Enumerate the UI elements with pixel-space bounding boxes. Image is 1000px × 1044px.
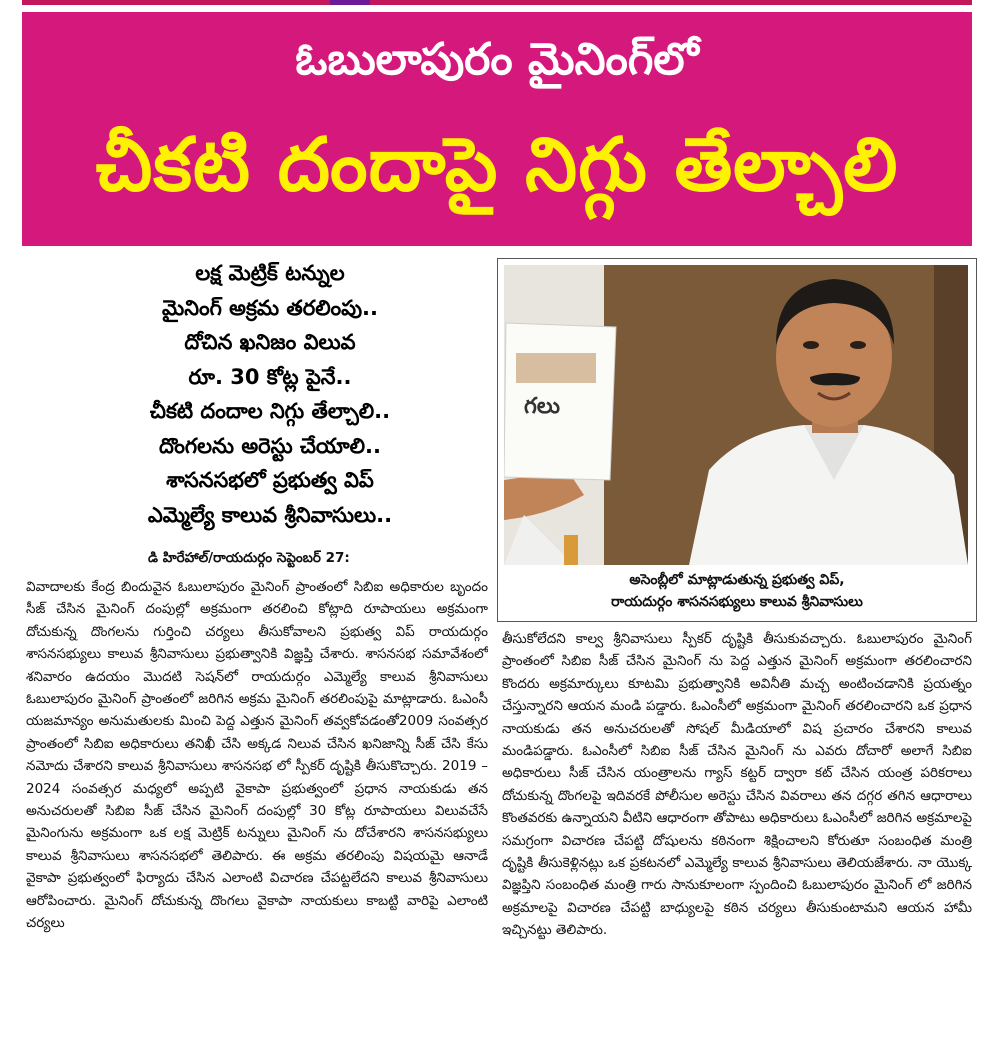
highlight-line: చీకటి దందాల నిగ్గు తేల్చాలి.. [149,399,391,423]
dateline: డి హిరేహాల్/రాయదుర్గం సెప్టెంబర్ 27: [148,550,350,566]
bracelet [564,535,578,565]
paper-text: గలు [524,394,561,419]
right-eye [850,341,866,349]
caption-line: అసెంబ్లీలో మాట్లాడుతున్న ప్రభుత్వ విప్, [629,572,845,588]
article-right-column: తీసుకోలేదని కాల్వ శ్రీనివాసులు స్పీకర్ దృష్టికి తీసుకువచ్చారు. ఓబులాపురం మైనింగ్ ప్రాంతంలో సిబిఐ సీజ్ చేసిన మైనింగ్ ను పెద్ద ఎత్తున మైనింగ్ అక్రమంగా తరలించారని కొందరు అక్రమార్కులు కూటమి ప్రభుత్వానికి అవినీతి మచ్చ అంటించడానికి ప్రయత్నం చేస్తున్నారని ఆయన మండి పడ్డారు. ఓఎంసీలో అక్రమంగా మైనింగ్ తరలించారని ఒక ప్రధాన నాయకుడు తన అనుచరులతో సోషల్ మీడియాలో విష ప్రచారం చేశారని కాలువ మండిపడ్డారు. ఓఎంసీలో సిబిఐ సీజ్ చేసిన మైనింగ్ ను ఎవరు దోచారో అలాగే సిబిఐ అధికారులు సీజ్ చేసిన యంత్రాలను గ్యాస్ కట్టర్ ద్వారా కట్ చేసిన యంత్ర పరికరాలు దోచుకున్న దొంగలపై ఇదివరకే పోలీసుల అరెస్టు చేసిన వివరాలు తన దగ్గర తగిన ఆధారాలు కొంతవరకు ఉన్నాయని వీటిని ఆధారంగా తోపాటు అధికారులు ఓఎంసీలో జరిగిన అక్రమాలపై సమగ్రంగా విచారణ చేపట్టి దోషులను కఠినంగా శిక్షించాలని కోరుతూ సంబంధిత మంత్రి దృష్టికి తీసుకెళ్లినట్లు ఒక ప్రకటనలో ఎమ్మెల్యే కాలువ శ్రీనివాసులు తెలియజేశారు. నా యొక్క విజ్ఞప్తిని సంబంధిత మంత్రి గారు సానుకూలంగా స్పందించి ఓబులాపురం మైనింగ్ లో జరిగిన అక్రమాలపై విచారణ చేపట్టి బాధ్యులపై కఠిన చర్యలు తీసుకుంటామని ఆయన హామీ ఇచ్చినట్టు తెలిపారు. [502,631,972,939]
speaker-photo [504,265,968,565]
left-eye [803,341,819,349]
highlight-line: మైనింగ్ అక్రమ తరలింపు.. [161,295,379,320]
photo-caption [504,569,970,613]
photo-frame [497,258,977,622]
paper-photo [516,353,596,383]
highlight-line: రూ. 30 కోట్ల పైనే.. [188,364,352,389]
highlight-line: దొంగలను అరెస్టు చేయాలి.. [158,433,381,458]
article-left-column: వివాదాలకు కేంద్ర బిందువైన ఓబులాపురం మైనింగ్ ప్రాంతంలో సిబిఐ అధికారుల బృందం సీజ్ చేసిన మైనింగ్ దంపుల్లో అక్రమంగా తరలించి కోట్లాది రూపాయలు అక్రమంగా దోచుకున్న దొంగలను గుర్తించి చర్యలు తీసుకోవాలని ప్రభుత్వ విప్ రాయదుర్గం శాసనసభ్యులు కాలువ శ్రీనివాసులు ప్రభుత్వానికి విజ్ఞప్తి చేశారు. శాసనసభ సమావేశంలో శనివారం ఉదయం మొదటి సెషన్‌లో రాయదుర్గం ఎమ్మెల్యే కాలువ శ్రీనివాసులు ఓబులాపురం మైనింగ్ ప్రాంతంలో జరిగిన అక్రమ మైనింగ్ తరలింపుపై మాట్లాడారు. ఓఎంసీ యజమాన్యం అనుమతులకు మించి పెద్ద ఎత్తున మైనింగ్ తవ్వకోవడంతో2009 సంవత్సర ప్రాంతంలో సిబిఐ అధికారులు తనిఖీ చేసి అక్కడ నిలువ చేసిన ఖనిజాన్ని సీజ్ చేసి కేసు నమోదు చేశారని కాలువ శ్రీనివాసులు శాసనసభ లో స్పీకర్ దృష్టికి తీసుకొచ్చారు. 2019 –2024 సంవత్సర మధ్యలో అప్పటి వైకాపా ప్రభుత్వంలో ప్రధాన నాయకుడు తన అనుచరులతో సిబిఐ సీజ్ చేసిన మైనింగ్ దంపుల్లో 30 కోట్ల రూపాయలు విలువచేసే మైనింగును అక్రమంగా ఒక లక్ష మెట్రిక్ టన్నులు మైనింగ్ ను దోచేశారని శాసనసభ్యులు కాలువ శ్రీనివాసులు శాసనసభలో తెలిపారు. ఈ అక్రమ తరలింపు విషయమై ఆనాడే వైకాపా ప్రభుత్వంలో ఫిర్యాదు చేసిన ఎలాంటి విచారణ చేపట్టలేదని కాలువ శ్రీనివాసులు ఆరోపించారు. మైనింగ్ దోచుకున్న దొంగలు వైకాపా నాయకులు కాబట్టి వారిపై ఎలాంటి చర్యలు [26,579,488,932]
main-headline: చీకటి దందాపై నిగ్గు తేల్చాలి [95,122,899,208]
highlight-line: శాసనసభలో ప్రభుత్వ విప్ [166,468,374,492]
highlight-line: ఎమ్మెల్యే కాలువ శ్రీనివాసులు.. [147,502,393,527]
highlight-line: దోచిన ఖనిజం విలువ [184,330,356,354]
top-strip-accent [330,0,370,5]
highlights-box [60,256,480,532]
headline-banner [22,12,972,246]
top-color-strip [22,0,972,5]
caption-line: రాయదుర్గం శాసనసభ్యులు కాలువ శ్రీనివాసులు [611,594,863,610]
highlight-line: లక్ష మెట్రిక్ టన్నుల [195,261,345,285]
kicker-headline: ఓబులాపురం మైనింగ్‌లో [295,34,699,85]
